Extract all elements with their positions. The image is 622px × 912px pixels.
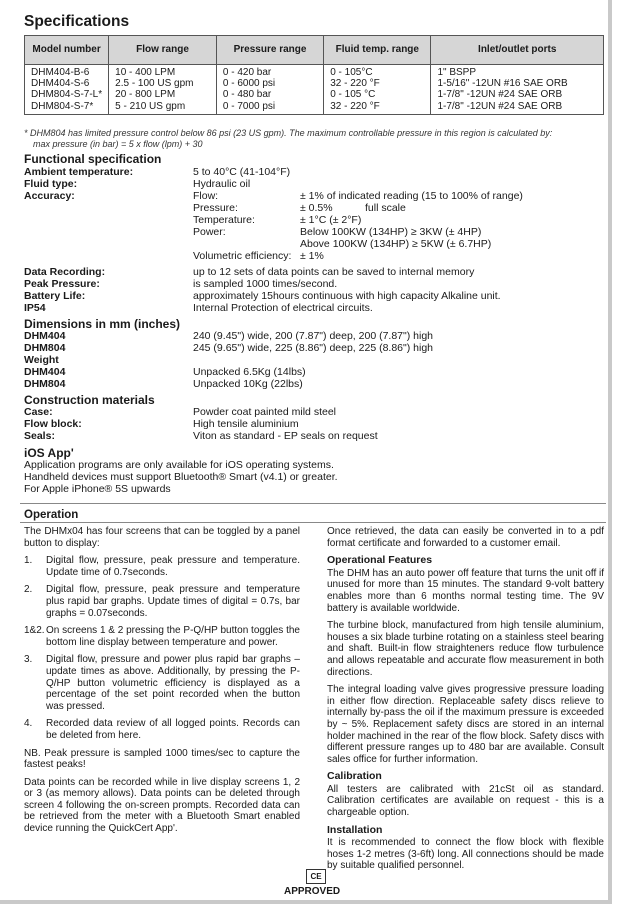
peak-pressure-value: is sampled 1000 times/second. — [193, 278, 338, 290]
table-cell: 10 - 400 LPM — [115, 67, 176, 78]
ambient-label: Ambient temperature: — [24, 166, 134, 178]
list-number: 2. — [24, 584, 33, 596]
table-cell: 0 - 480 bar — [222, 89, 272, 101]
recording-label: Data Recording: — [24, 266, 106, 278]
peak-pressure-label: Peak Pressure: — [24, 278, 100, 290]
accuracy-label: Accuracy: — [24, 190, 75, 202]
table-header-cell: Pressure range — [216, 36, 323, 65]
table-cell: 2.5 - 100 US gpm — [115, 78, 194, 90]
page-title: Specifications — [24, 13, 130, 30]
installation-heading: Installation — [327, 823, 383, 836]
data-points-paragraph: Data points can be recorded while in live display screens 1, 2 or 3 (as memory allows). Data points can be deleted through screen 4 following the on-screen prompts. Recorded data can be retrieved from the meter with a Bluetooth Smart enabled device running the QuickCert App'. — [24, 776, 300, 835]
table-cell: 32 - 220 °F — [330, 100, 380, 112]
features-paragraph-2: The turbine block, manufactured from high tensile aluminium, houses a six blade turbine rotating on a stainless steel bearing and shaft. Built-in flow straighteners reduce flow turbulence and allows repeatable and accurate flow measurement in both directions. — [327, 620, 604, 678]
battery-value: approximately 15hours continuous with high capacity Alkaline unit. — [193, 290, 501, 302]
peak-note: NB. Peak pressure is sampled 1000 times/sec to capture the fastest peaks! — [24, 747, 300, 771]
table-cell: 0 - 105°C — [330, 67, 373, 78]
table-cell: 1" BSPP — [437, 67, 477, 78]
weight-model-804: DHM804 — [24, 378, 66, 390]
calibration-heading: Calibration — [327, 770, 382, 783]
construction-heading: Construction materials — [24, 393, 155, 407]
table-header-cell: Model number — [25, 36, 109, 65]
retrieved-paragraph: Once retrieved, the data can easily be converted in to a pdf format certificate and forwarded to a customer email. — [327, 526, 604, 549]
pressure-value: ± 0.5% — [300, 202, 333, 214]
dimension-value-804: 245 (9.65") wide, 225 (8.86") deep, 225 (8.86") high — [193, 342, 434, 354]
table-row — [25, 65, 604, 115]
table-cell: DHM804-S-7* — [31, 100, 94, 112]
section-divider-top — [20, 503, 606, 504]
table-cell: 1-7/8" -12UN #24 SAE ORB — [437, 89, 563, 101]
table-cell: 32 - 220 °F — [330, 78, 380, 90]
footnote — [24, 128, 604, 150]
list-item — [24, 584, 300, 619]
table-header-cell: Inlet/outlet ports — [431, 36, 604, 65]
flow-value: ± 1% of indicated reading (15 to 100% of range) — [300, 190, 523, 202]
features-heading: Operational Features — [327, 554, 433, 567]
table-cell: 0 - 105 °C — [330, 89, 376, 101]
dimensions-heading: Dimensions in mm (inches) — [24, 317, 181, 331]
features-paragraph-3: The integral loading valve gives progressive pressure loading in either flow direction. Replaceable safety discs relieve to internally by-pass the oil if the maximum pressure is exceeded by ~ 5%. Replacement safety discs are stored in an internal holder machined in the rear of the flow block. Safety discs with different pressure ranges up to 480 bar are available. Consult sales office for further information. — [327, 684, 604, 765]
pressure-note: full scale — [365, 202, 406, 214]
temperature-column — [324, 65, 431, 115]
weight-value-404: Unpacked 6.5Kg (14lbs) — [193, 366, 306, 378]
specifications-table — [24, 35, 604, 115]
fluid-value: Hydraulic oil — [193, 178, 251, 190]
dimension-value-404: 240 (9.45") wide, 200 (7.87") deep, 200 (7.87") high — [193, 330, 434, 342]
list-number: 3. — [24, 654, 33, 666]
power-label: Power: — [193, 226, 226, 238]
seals-label: Seals: — [24, 430, 55, 442]
list-number: 1. — [24, 555, 33, 567]
table-cell: 0 - 7000 psi — [222, 100, 276, 112]
approved-label: APPROVED — [284, 886, 341, 897]
table-cell: 20 - 800 LPM — [115, 89, 176, 101]
table-header-row — [25, 36, 604, 65]
dimension-model-404: DHM404 — [24, 330, 66, 342]
weight-value-804: Unpacked 10Kg (22lbs) — [193, 378, 303, 390]
table-cell: 0 - 420 bar — [222, 67, 272, 78]
recording-value: up to 12 sets of data points can be saved to internal memory — [193, 266, 475, 278]
list-number: 4. — [24, 718, 33, 730]
flow-block-value: High tensile aluminium — [193, 418, 299, 430]
fluid-label: Fluid type: — [24, 178, 78, 190]
temperature-label: Temperature: — [193, 214, 255, 226]
table-header-cell: Fluid temp. range — [324, 36, 431, 65]
operation-heading: Operation — [24, 509, 79, 521]
functional-heading: Functional specification — [24, 152, 162, 166]
volumetric-label: Volumetric efficiency: — [193, 250, 292, 262]
list-text: Recorded data review of all logged points. Records can be deleted from here. — [46, 718, 300, 741]
list-item — [24, 654, 300, 712]
list-text: Digital flow, pressure, peak pressure and temperature. Update time of 0.7seconds. — [46, 555, 300, 578]
seals-value: Viton as standard - EP seals on request — [193, 430, 378, 442]
pressure-column — [216, 65, 323, 115]
table-cell: DHM804-S-7-L* — [31, 89, 103, 101]
operation-left-column — [24, 526, 300, 841]
features-paragraph-1: The DHM has an auto power off feature that turns the unit off if unused for more than 15 minutes. The standard 9-volt battery enables more than 6 months normal testing time. The 9V battery is available worldwide. — [327, 567, 605, 614]
volumetric-value: ± 1% — [300, 250, 324, 262]
list-text: Digital flow, pressure and power plus rapid bar graphs – update times as above. Additionally, by pressing the P-Q/HP button volumetric efficiency is displayed as a percentage of the set point recorded when the button was pressed. — [46, 654, 300, 712]
table-cell: 1-7/8" -12UN #24 SAE ORB — [437, 100, 563, 112]
power-value-low: Below 100KW (134HP) ≥ 3KW (± 4HP) — [300, 226, 482, 238]
model-column — [25, 65, 109, 115]
ios-heading: iOS App' — [24, 446, 74, 460]
dimension-model-804: DHM804 — [24, 342, 66, 354]
ip-value: Internal Protection of electrical circuits. — [193, 302, 373, 314]
footnote-formula: max pressure (in bar) = 5 x flow (lpm) + 30 — [33, 139, 203, 149]
table-cell: DHM404-S-6 — [31, 78, 90, 90]
calibration-paragraph: All testers are calibrated with 21cSt oil as standard. Calibration certificates are available on request - this is a chargeable option. — [327, 783, 604, 819]
weight-label: Weight — [24, 354, 59, 366]
operation-right-column — [327, 526, 604, 878]
operation-intro: The DHMx04 has four screens that can be toggled by a panel button to display: — [24, 526, 300, 549]
table-header-cell: Flow range — [109, 36, 217, 65]
ce-mark-icon: CE — [306, 869, 326, 884]
list-number: 1&2. — [24, 625, 45, 637]
flow-label: Flow: — [193, 190, 219, 202]
case-label: Case: — [24, 406, 53, 418]
table-cell: 1-5/16" -12UN #16 SAE ORB — [437, 78, 568, 90]
table-cell: 0 - 6000 psi — [222, 78, 276, 90]
flow-column — [109, 65, 217, 115]
battery-label: Battery Life: — [24, 290, 86, 302]
ios-line-2: Handheld devices must support Bluetooth® Smart (v4.1) or greater. — [24, 471, 338, 483]
list-item — [24, 718, 300, 741]
list-text: On screens 1 & 2 pressing the P-Q/HP button toggles the bottom line display between temperature and power. — [46, 625, 300, 648]
installation-paragraph: It is recommended to connect the flow block with flexible hoses 1-2 metres (3-6ft) long. All connections should be made by suitable qualified personnel. — [327, 837, 604, 872]
power-value-high: Above 100KW (134HP) ≥ 5KW (± 6.7HP) — [300, 238, 492, 250]
pressure-label: Pressure: — [193, 202, 238, 214]
list-item — [24, 555, 300, 578]
list-text: Digital flow, pressure, peak pressure and temperature plus rapid bar graphs. Update times of digital = 0.7s, bar graphs = 0.07seconds. — [46, 584, 300, 619]
table-cell: DHM404-B-6 — [31, 67, 90, 78]
table-cell: 5 - 210 US gpm — [115, 100, 186, 112]
weight-model-404: DHM404 — [24, 366, 66, 378]
flow-block-label: Flow block: — [24, 418, 82, 430]
ios-line-1: Application programs are only available for iOS operating systems. — [24, 459, 334, 471]
ios-line-3: For Apple iPhone® 5S upwards — [24, 483, 171, 495]
temperature-value: ± 1°C (± 2°F) — [300, 214, 362, 226]
case-value: Powder coat painted mild steel — [193, 406, 336, 418]
footnote-line: * DHM804 has limited pressure control below 86 psi (23 US gpm). The maximum controllable pressure in this region is calculated by: — [24, 128, 553, 138]
list-item — [24, 625, 300, 648]
ports-column — [431, 65, 604, 115]
ambient-value: 5 to 40°C (41-104°F) — [193, 166, 291, 178]
section-divider-bottom — [20, 522, 606, 523]
ip-label: IP54 — [24, 302, 46, 314]
